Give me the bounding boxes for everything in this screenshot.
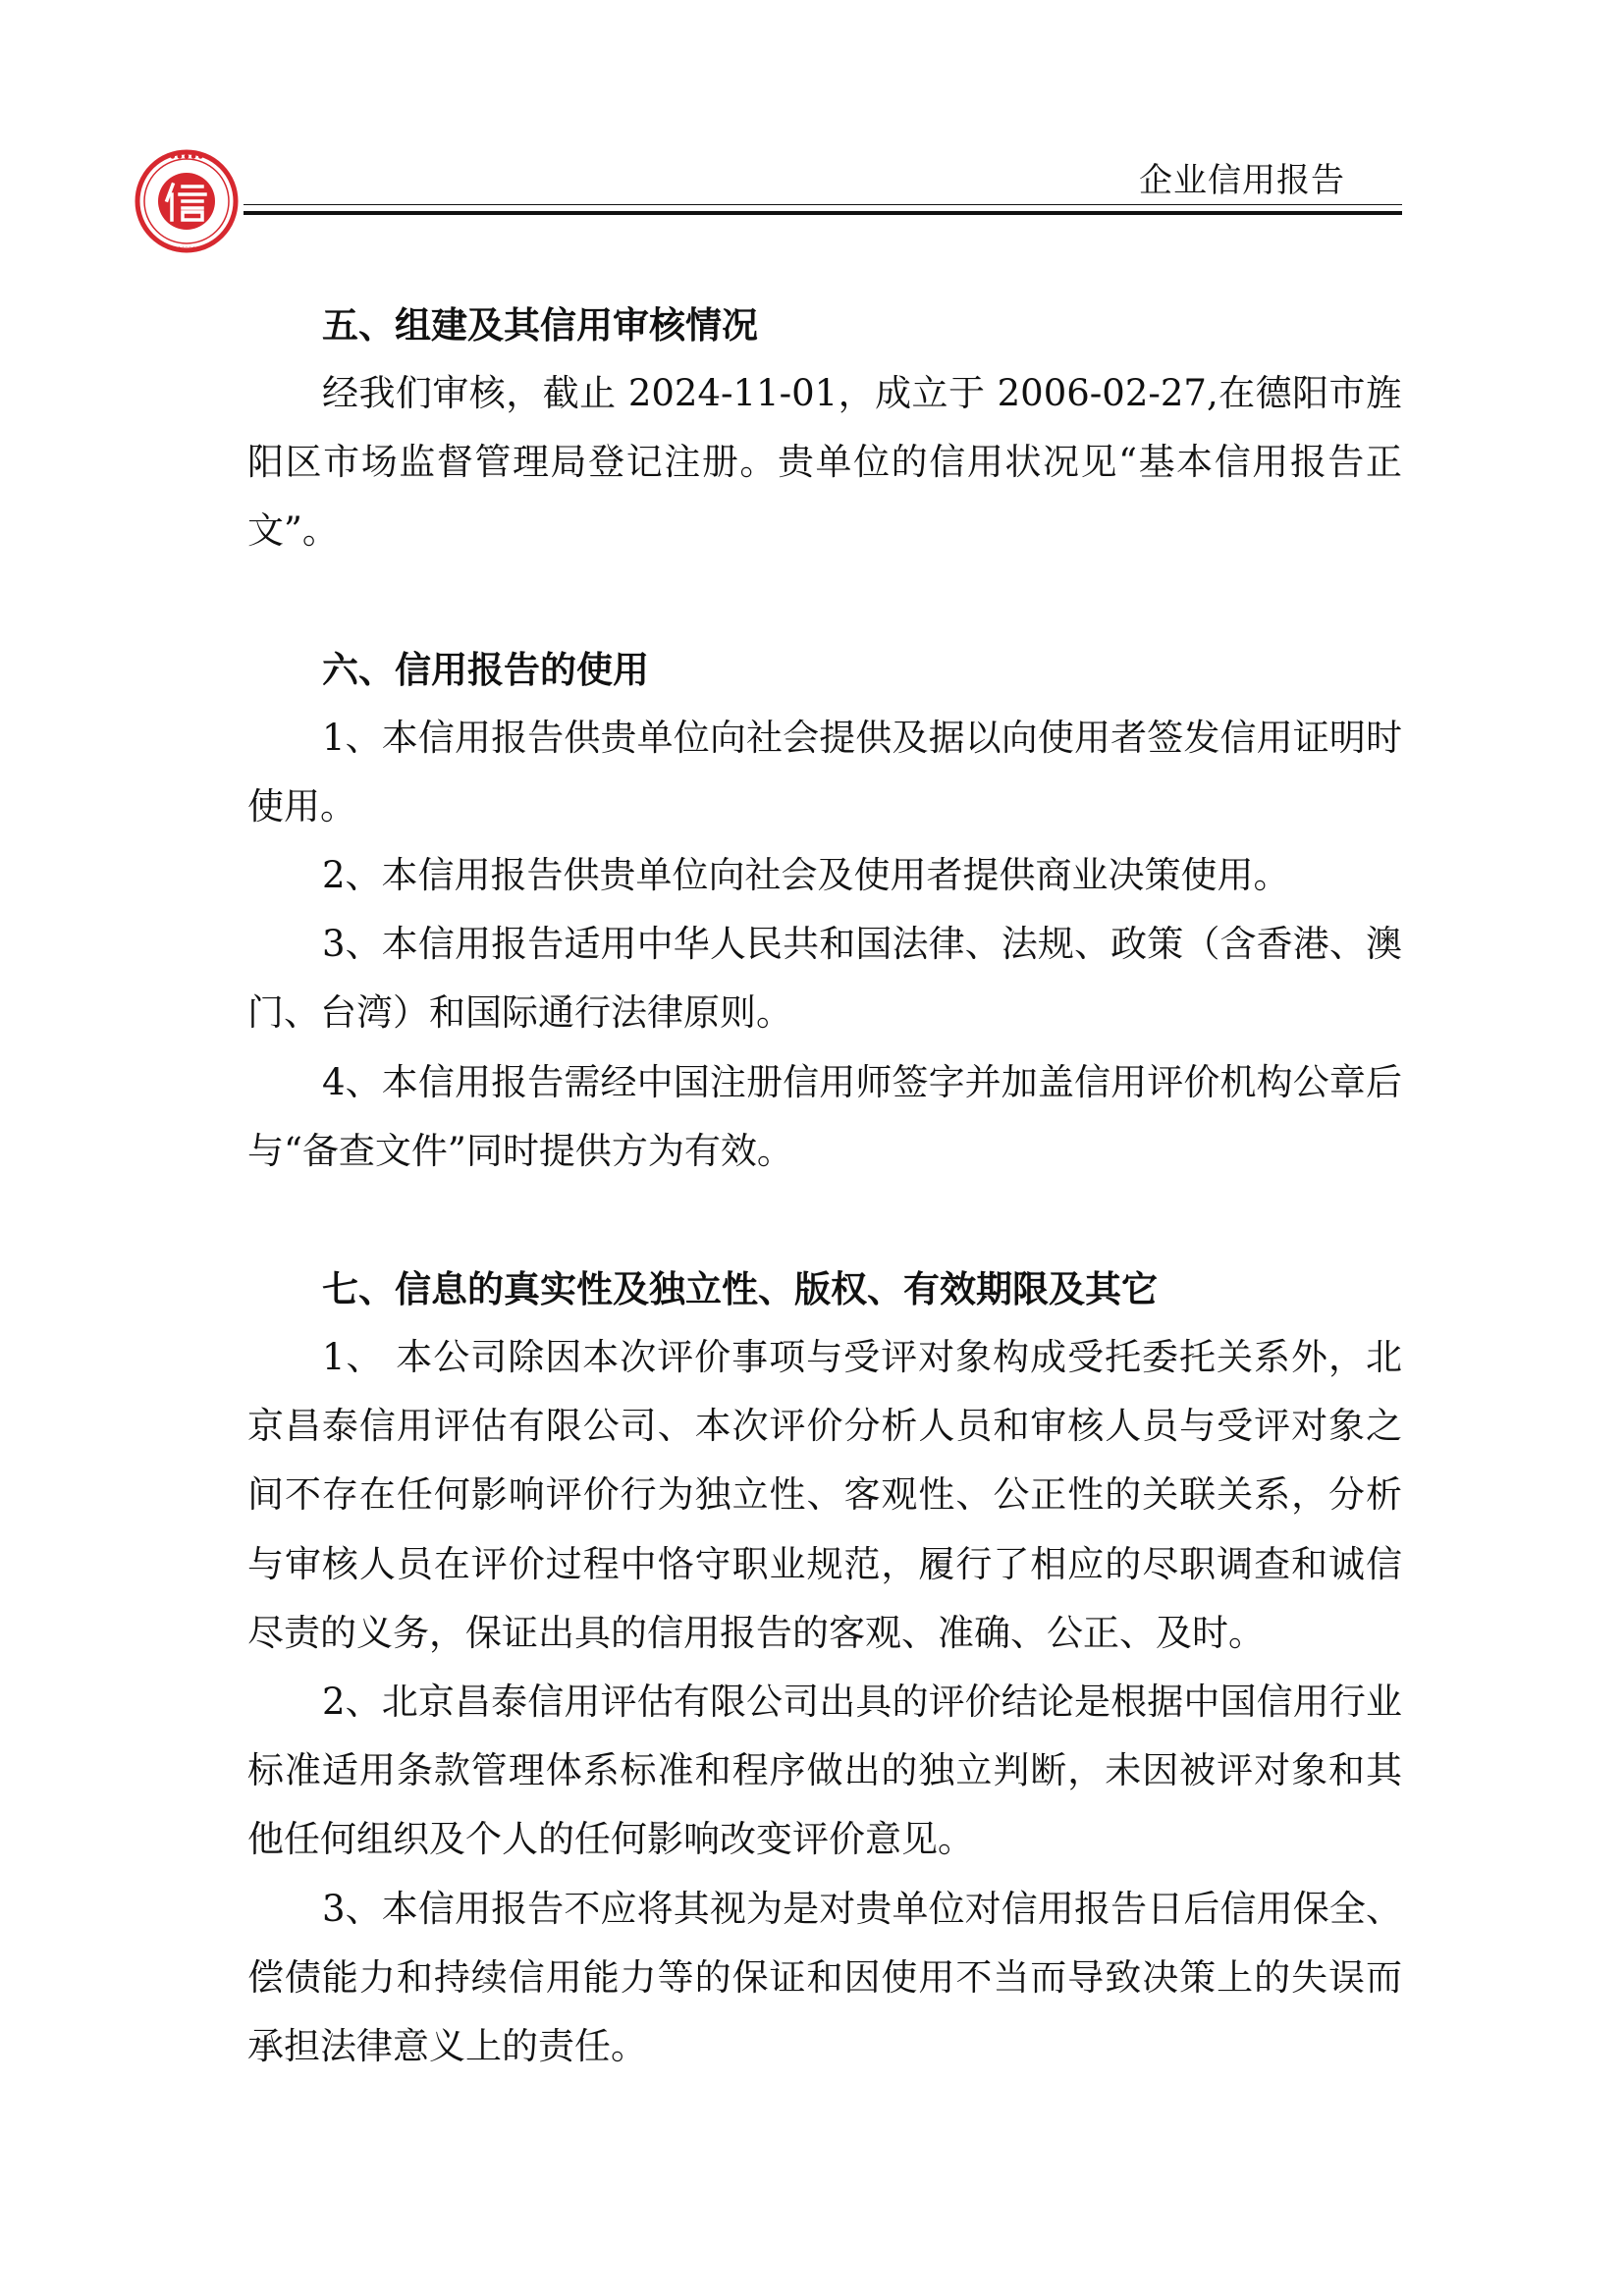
svg-text:● ● ● ● ●: ● ● ● ● ●: [170, 153, 203, 160]
report-body: [247, 291, 1402, 2081]
company-logo: [118, 145, 265, 253]
section-title: 五、组建及其信用审核情况: [322, 303, 758, 347]
paragraph: 4、本信用报告需经中国注册信用师签字并加盖信用评价机构公章后与“备查文件”同时提供方为有效。: [247, 1060, 1402, 1172]
credit-evaluation-seal-icon: [118, 145, 265, 253]
paragraph: 3、本信用报告适用中华人民共和国法律、法规、政策（含香港、澳门、台湾）和国际通行法律原则。: [247, 923, 1402, 1035]
paragraph: 1、本信用报告供贵单位向社会提供及据以向使用者签发信用证明时使用。: [247, 716, 1402, 828]
paragraph: 经我们审核，截止 2024-11-01，成立于 2006-02-27,在德阳市旌阳区市场监督管理局登记注册。贵单位的信用状况见“基本信用报告正文”。: [247, 372, 1402, 553]
paragraph: 1、 本公司除因本次评价事项与受评对象构成受托委托关系外，北京昌泰信用评估有限公司、本次评价分析人员和审核人员与受评对象之间不存在任何影响评价行为独立性、客观性、公正性的关联关系，分析与审核人员在评价过程中恪守职业规范，履行了相应的尽职调查和诚信尽责的义务，保证出具的信用报告的客观、准确、公正、及时。: [247, 1336, 1402, 1654]
paragraph: 2、北京昌泰信用评估有限公司出具的评价结论是根据中国信用行业标准适用条款管理体系标准和程序做出的独立判断，未因被评对象和其他任何组织及个人的任何影响改变评价意见。: [247, 1681, 1402, 1861]
header-divider: [244, 204, 1402, 205]
paragraph: 3、本信用报告不应将其视为是对贵单位对信用报告日后信用保全、偿债能力和持续信用能力等的保证和因使用不当而导致决策上的失误而承担法律意义上的责任。: [247, 1887, 1402, 2068]
section-title: 六、信用报告的使用: [322, 647, 649, 691]
svg-text:· · · · · · · · ·: · · · · · · · · ·: [170, 244, 203, 251]
section-spacer: [247, 1186, 1402, 1255]
report-header-title: 企业信用报告: [1139, 161, 1345, 200]
header-divider-thick: [244, 211, 1402, 215]
paragraph: 2、本信用报告供贵单位向社会及使用者提供商业决策使用。: [322, 854, 1290, 897]
section-spacer: [247, 566, 1402, 635]
section-title: 七、信息的真实性及独立性、版权、有效期限及其它: [322, 1267, 1158, 1311]
